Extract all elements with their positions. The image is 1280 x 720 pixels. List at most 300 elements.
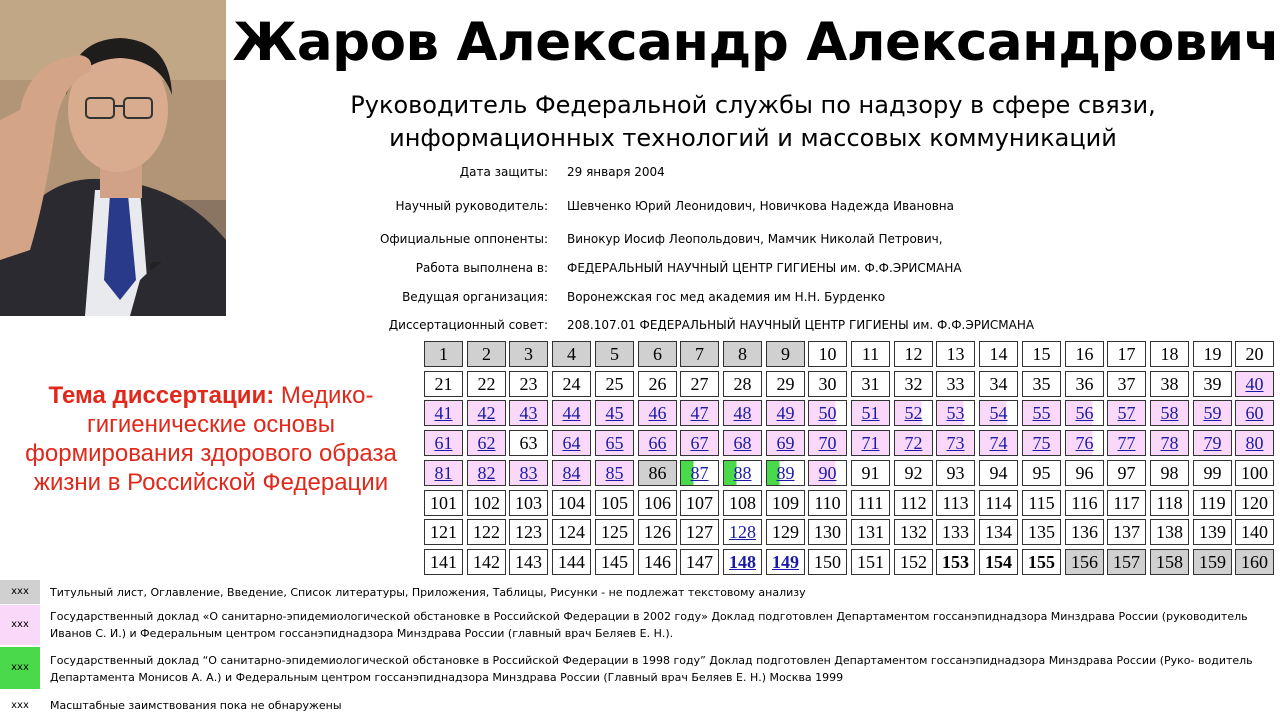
page-number: 123	[515, 522, 542, 542]
page-cell-89[interactable]	[766, 460, 805, 486]
info-value: Воронежская гос мед академия им Н.Н. Бурденко	[567, 290, 886, 304]
page-number: 96	[1075, 463, 1094, 483]
page-number: 4	[567, 344, 576, 364]
page-cell-61[interactable]	[424, 430, 463, 456]
page-cell-128[interactable]	[723, 519, 762, 545]
page-number: 78	[1160, 433, 1179, 453]
page-number: 144	[558, 552, 585, 572]
page-number: 98	[1160, 463, 1179, 483]
page-number: 65	[605, 433, 624, 453]
page-cell-95	[1022, 460, 1061, 486]
page-number: 12	[904, 344, 923, 364]
page-cell-56[interactable]	[1065, 400, 1104, 426]
page-cell-114	[979, 490, 1018, 516]
info-value: 29 января 2004	[567, 165, 665, 179]
page-cell-76[interactable]	[1065, 430, 1104, 456]
page-number: 6	[653, 344, 662, 364]
page-cell-159	[1193, 549, 1232, 575]
page-number: 103	[515, 493, 542, 513]
page-number: 124	[558, 522, 585, 542]
info-label: Официальные оппоненты:	[379, 232, 548, 246]
page-cell-83[interactable]	[509, 460, 548, 486]
position-line-2: информационных технологий и массовых коммуникаций	[389, 124, 1117, 152]
page-number: 74	[989, 433, 1008, 453]
page-number: 19	[1203, 344, 1222, 364]
page-cell-153	[936, 549, 975, 575]
page-number: 88	[733, 463, 752, 483]
page-number: 42	[477, 403, 496, 423]
page-cell-111	[851, 490, 890, 516]
page-number: 67	[690, 433, 709, 453]
page-cell-142	[467, 549, 506, 575]
page-cell-30	[808, 371, 847, 397]
page-cell-141	[424, 549, 463, 575]
page-number: 26	[648, 374, 667, 394]
page-number: 30	[818, 374, 837, 394]
page-cell-79[interactable]	[1193, 430, 1232, 456]
page-number: 44	[562, 403, 581, 423]
info-row-opponents	[300, 229, 1250, 249]
page-cell-137	[1107, 519, 1146, 545]
page-number: 135	[1028, 522, 1055, 542]
page-number: 159	[1199, 552, 1226, 572]
page-cell-158	[1150, 549, 1189, 575]
page-cell-47[interactable]	[680, 400, 719, 426]
page-number: 150	[814, 552, 841, 572]
page-number: 56	[1075, 403, 1094, 423]
page-cell-119	[1193, 490, 1232, 516]
page-cell-27	[680, 371, 719, 397]
legend-text-white: Масштабные заимствования пока не обнаружены	[50, 699, 342, 712]
page-cell-110	[808, 490, 847, 516]
page-cell-43[interactable]	[509, 400, 548, 426]
page-cell-107	[680, 490, 719, 516]
page-cell-71[interactable]	[851, 430, 890, 456]
page-cell-68[interactable]	[723, 430, 762, 456]
page-cell-19	[1193, 341, 1232, 367]
page-number: 82	[477, 463, 496, 483]
page-cell-11	[851, 341, 890, 367]
page-number: 85	[605, 463, 624, 483]
page-cell-15	[1022, 341, 1061, 367]
page-cell-53[interactable]	[936, 400, 975, 426]
page-cell-147	[680, 549, 719, 575]
page-cell-36	[1065, 371, 1104, 397]
page-cell-144	[552, 549, 591, 575]
page-cell-13	[936, 341, 975, 367]
page-number: 109	[772, 493, 799, 513]
page-cell-140	[1235, 519, 1274, 545]
page-cell-149[interactable]	[766, 549, 805, 575]
page-number: 110	[814, 493, 841, 513]
page-cell-136	[1065, 519, 1104, 545]
legend-marker-gray: ххх	[0, 580, 40, 604]
page-number: 94	[989, 463, 1008, 483]
page-cell-146	[638, 549, 677, 575]
page-number: 160	[1241, 552, 1268, 572]
legend-marker-green: ххх	[0, 647, 40, 689]
page-cell-52[interactable]	[894, 400, 933, 426]
page-cell-101	[424, 490, 463, 516]
page-number: 73	[946, 433, 965, 453]
page-number: 45	[605, 403, 624, 423]
page-number: 18	[1160, 344, 1179, 364]
page-cell-48[interactable]	[723, 400, 762, 426]
page-number: 134	[985, 522, 1012, 542]
page-number: 100	[1241, 463, 1268, 483]
legend-text-green: Государственный доклад “О санитарно-эпидемиологической обстановке в Российской Федерации в 1998 году” Доклад подготовлен Департаментом госсанэпиднадзора Минздрава России (Руко- водитель Департамента Монисов А. А.) и Федеральным центром госсанэпиднадзора Минздрава России (Главный врач Беляев Е. Н.) Москва 1999	[50, 654, 1253, 684]
page-cell-54[interactable]	[979, 400, 1018, 426]
page-number: 114	[985, 493, 1012, 513]
page-number: 84	[562, 463, 581, 483]
page-cell-14	[979, 341, 1018, 367]
info-row-council	[300, 315, 1250, 335]
page-cell-122	[467, 519, 506, 545]
page-number: 158	[1156, 552, 1183, 572]
page-cell-32	[894, 371, 933, 397]
page-cell-63	[509, 430, 548, 456]
page-cell-127	[680, 519, 719, 545]
page-number: 29	[776, 374, 795, 394]
page-cell-81[interactable]	[424, 460, 463, 486]
page-cell-112	[894, 490, 933, 516]
page-cell-3	[509, 341, 548, 367]
page-cell-59[interactable]	[1193, 400, 1232, 426]
page-number: 14	[989, 344, 1008, 364]
page-number: 119	[1199, 493, 1226, 513]
page-cell-88[interactable]	[723, 460, 762, 486]
page-cell-12	[894, 341, 933, 367]
page-cell-84[interactable]	[552, 460, 591, 486]
page-number: 118	[1156, 493, 1183, 513]
page-number: 53	[946, 403, 965, 423]
page-number: 60	[1245, 403, 1264, 423]
page-cell-82[interactable]	[467, 460, 506, 486]
page-cell-75[interactable]	[1022, 430, 1061, 456]
page-number: 23	[519, 374, 538, 394]
page-cell-24	[552, 371, 591, 397]
page-cell-125	[595, 519, 634, 545]
page-number: 81	[434, 463, 453, 483]
page-number: 142	[473, 552, 500, 572]
page-cell-25	[595, 371, 634, 397]
page-number: 92	[904, 463, 923, 483]
page-number: 70	[818, 433, 837, 453]
page-number: 153	[942, 552, 969, 572]
page-cell-138	[1150, 519, 1189, 545]
page-cell-69[interactable]	[766, 430, 805, 456]
page-number: 147	[686, 552, 713, 572]
page-cell-49[interactable]	[766, 400, 805, 426]
page-cell-126	[638, 519, 677, 545]
page-cell-45[interactable]	[595, 400, 634, 426]
page-cell-91	[851, 460, 890, 486]
position-title	[268, 89, 1238, 155]
page-cell-131	[851, 519, 890, 545]
page-number: 141	[430, 552, 457, 572]
page-number: 39	[1203, 374, 1222, 394]
page-cell-97	[1107, 460, 1146, 486]
page-cell-150	[808, 549, 847, 575]
page-cell-85[interactable]	[595, 460, 634, 486]
page-cell-96	[1065, 460, 1104, 486]
page-number: 95	[1032, 463, 1051, 483]
page-cell-2	[467, 341, 506, 367]
page-cell-34	[979, 371, 1018, 397]
info-value: 208.107.01 ФЕДЕРАЛЬНЫЙ НАУЧНЫЙ ЦЕНТР ГИГИЕНЫ им. Ф.Ф.ЭРИСМАНА	[567, 318, 1035, 332]
page-cell-124	[552, 519, 591, 545]
page-number: 13	[946, 344, 965, 364]
portrait-photo	[0, 0, 226, 316]
page-number: 155	[1028, 552, 1055, 572]
page-number: 71	[861, 433, 880, 453]
page-number: 62	[477, 433, 496, 453]
page-cell-115	[1022, 490, 1061, 516]
page-number: 133	[942, 522, 969, 542]
page-cell-80[interactable]	[1235, 430, 1274, 456]
page-cell-155	[1022, 549, 1061, 575]
page-number: 32	[904, 374, 923, 394]
page-number: 132	[900, 522, 927, 542]
page-cell-40[interactable]	[1235, 371, 1274, 397]
page-cell-135	[1022, 519, 1061, 545]
page-number: 28	[733, 374, 752, 394]
page-number: 46	[648, 403, 667, 423]
page-cell-78[interactable]	[1150, 430, 1189, 456]
page-cell-29	[766, 371, 805, 397]
page-number: 10	[818, 344, 837, 364]
page-number: 35	[1032, 374, 1051, 394]
info-label: Работа выполнена в:	[415, 261, 548, 275]
page-cell-42[interactable]	[467, 400, 506, 426]
page-number: 59	[1203, 403, 1222, 423]
page-number: 102	[473, 493, 500, 513]
page-cell-58[interactable]	[1150, 400, 1189, 426]
page-cell-106	[638, 490, 677, 516]
legend-row-gray	[0, 580, 1280, 604]
page-cell-86	[638, 460, 677, 486]
page-number: 121	[430, 522, 457, 542]
page-number: 143	[515, 552, 542, 572]
page-cell-10	[808, 341, 847, 367]
legend-row-white	[0, 696, 1280, 716]
page-number: 69	[776, 433, 795, 453]
page-number: 50	[818, 403, 837, 423]
page-number: 145	[601, 552, 628, 572]
page-cell-151	[851, 549, 890, 575]
page-number: 43	[519, 403, 538, 423]
page-number: 75	[1032, 433, 1051, 453]
page-number: 52	[904, 403, 923, 423]
page-number: 93	[946, 463, 965, 483]
page-number: 99	[1203, 463, 1222, 483]
page-cell-113	[936, 490, 975, 516]
page-cell-50[interactable]	[808, 400, 847, 426]
page-cell-66[interactable]	[638, 430, 677, 456]
page-cell-39	[1193, 371, 1232, 397]
page-number: 36	[1075, 374, 1094, 394]
page-cell-7	[680, 341, 719, 367]
page-cell-62[interactable]	[467, 430, 506, 456]
page-cell-46[interactable]	[638, 400, 677, 426]
legend-marker-white: ххх	[0, 696, 40, 716]
page-cell-98	[1150, 460, 1189, 486]
page-number: 58	[1160, 403, 1179, 423]
page-number: 136	[1071, 522, 1098, 542]
page-cell-1	[424, 341, 463, 367]
info-label: Ведущая организация:	[402, 290, 548, 304]
page-cell-77[interactable]	[1107, 430, 1146, 456]
page-cell-160	[1235, 549, 1274, 575]
position-line-1: Руководитель Федеральной службы по надзору в сфере связи,	[350, 91, 1156, 119]
dissertation-topic	[20, 381, 402, 497]
legend-row-pink	[0, 605, 1280, 645]
page-number: 152	[900, 552, 927, 572]
legend-text-pink: Государственный доклад «О санитарно-эпидемиологической обстановке в Российской Федерации в 2002 году» Доклад подготовлен Департаментом госсанэпиднадзора Минздрава России (руководитель Иванов С. И.) и Федеральным центром госсанэпиднадзора Минздрава России (главный врач Беляев Е. Н.).	[50, 610, 1248, 640]
page-number: 113	[942, 493, 969, 513]
page-number: 131	[857, 522, 884, 542]
info-value: Шевченко Юрий Леонидович, Новичкова Надежда Ивановна	[567, 199, 954, 213]
page-cell-152	[894, 549, 933, 575]
page-cell-72[interactable]	[894, 430, 933, 456]
page-number: 27	[690, 374, 709, 394]
page-number: 77	[1117, 433, 1136, 453]
page-cell-148[interactable]	[723, 549, 762, 575]
page-cell-65[interactable]	[595, 430, 634, 456]
page-cell-154	[979, 549, 1018, 575]
person-name: Жаров Александр Александрович	[232, 12, 1280, 73]
page-cell-35	[1022, 371, 1061, 397]
page-number: 51	[861, 403, 880, 423]
page-number: 55	[1032, 403, 1051, 423]
page-number: 38	[1160, 374, 1179, 394]
page-cell-17	[1107, 341, 1146, 367]
page-cell-143	[509, 549, 548, 575]
page-cell-55[interactable]	[1022, 400, 1061, 426]
page-cell-108	[723, 490, 762, 516]
page-number: 72	[904, 433, 923, 453]
info-value: ФЕДЕРАЛЬНЫЙ НАУЧНЫЙ ЦЕНТР ГИГИЕНЫ им. Ф.Ф.ЭРИСМАНА	[567, 261, 962, 275]
page-number: 87	[690, 463, 709, 483]
page-cell-38	[1150, 371, 1189, 397]
page-number: 129	[772, 522, 799, 542]
page-cell-102	[467, 490, 506, 516]
page-number: 139	[1199, 522, 1226, 542]
page-cell-94	[979, 460, 1018, 486]
info-label: Диссертационный совет:	[388, 318, 548, 332]
page-number: 15	[1032, 344, 1051, 364]
page-number: 91	[861, 463, 880, 483]
page-number: 11	[861, 344, 880, 364]
page-number: 148	[729, 552, 756, 572]
page-cell-87[interactable]	[680, 460, 719, 486]
page-cell-92	[894, 460, 933, 486]
page-number: 151	[857, 552, 884, 572]
page-cell-74[interactable]	[979, 430, 1018, 456]
page-cell-67[interactable]	[680, 430, 719, 456]
info-row-defense-date	[300, 162, 1250, 182]
page-cell-104	[552, 490, 591, 516]
page-number: 127	[686, 522, 713, 542]
info-label: Научный руководитель:	[395, 199, 548, 213]
page-number: 79	[1203, 433, 1222, 453]
page-cell-130	[808, 519, 847, 545]
page-number: 80	[1245, 433, 1264, 453]
page-number: 61	[434, 433, 453, 453]
page-cell-99	[1193, 460, 1232, 486]
page-cell-120	[1235, 490, 1274, 516]
page-cell-73[interactable]	[936, 430, 975, 456]
page-cell-105	[595, 490, 634, 516]
page-cell-60[interactable]	[1235, 400, 1274, 426]
page-cell-44[interactable]	[552, 400, 591, 426]
page-number: 115	[1028, 493, 1055, 513]
page-cell-70[interactable]	[808, 430, 847, 456]
page-cell-90[interactable]	[808, 460, 847, 486]
page-cell-156	[1065, 549, 1104, 575]
page-number: 64	[562, 433, 581, 453]
page-cell-31	[851, 371, 890, 397]
page-cell-145	[595, 549, 634, 575]
page-cell-117	[1107, 490, 1146, 516]
page-cell-64[interactable]	[552, 430, 591, 456]
page-number: 49	[776, 403, 795, 423]
info-value: Винокур Иосиф Леопольдович, Мамчик Николай Петрович,	[567, 232, 943, 246]
page-number: 90	[818, 463, 837, 483]
page-number: 154	[985, 552, 1012, 572]
page-cell-37	[1107, 371, 1146, 397]
page-cell-118	[1150, 490, 1189, 516]
page-number: 5	[610, 344, 619, 364]
page-cell-93	[936, 460, 975, 486]
page-cell-139	[1193, 519, 1232, 545]
page-number: 20	[1245, 344, 1264, 364]
page-cell-123	[509, 519, 548, 545]
page-number: 156	[1071, 552, 1098, 572]
page-cell-129	[766, 519, 805, 545]
page-number: 9	[781, 344, 790, 364]
page-number: 3	[524, 344, 533, 364]
page-cell-57[interactable]	[1107, 400, 1146, 426]
page-number: 48	[733, 403, 752, 423]
page-cell-16	[1065, 341, 1104, 367]
page-number: 106	[644, 493, 671, 513]
page-number: 2	[482, 344, 491, 364]
page-number: 86	[648, 463, 667, 483]
page-number: 149	[772, 552, 799, 572]
page-cell-4	[552, 341, 591, 367]
page-number: 157	[1113, 552, 1140, 572]
page-cell-51[interactable]	[851, 400, 890, 426]
page-number: 137	[1113, 522, 1140, 542]
page-number: 7	[695, 344, 704, 364]
page-cell-41[interactable]	[424, 400, 463, 426]
page-cell-121	[424, 519, 463, 545]
page-cell-21	[424, 371, 463, 397]
page-cell-157	[1107, 549, 1146, 575]
page-cell-133	[936, 519, 975, 545]
page-number: 120	[1241, 493, 1268, 513]
page-number: 146	[644, 552, 671, 572]
page-cell-20	[1235, 341, 1274, 367]
page-cell-18	[1150, 341, 1189, 367]
page-number: 25	[605, 374, 624, 394]
page-number: 125	[601, 522, 628, 542]
page-number: 101	[430, 493, 457, 513]
info-row-leading-org	[300, 287, 1250, 307]
page-cell-26	[638, 371, 677, 397]
page-number: 47	[690, 403, 709, 423]
